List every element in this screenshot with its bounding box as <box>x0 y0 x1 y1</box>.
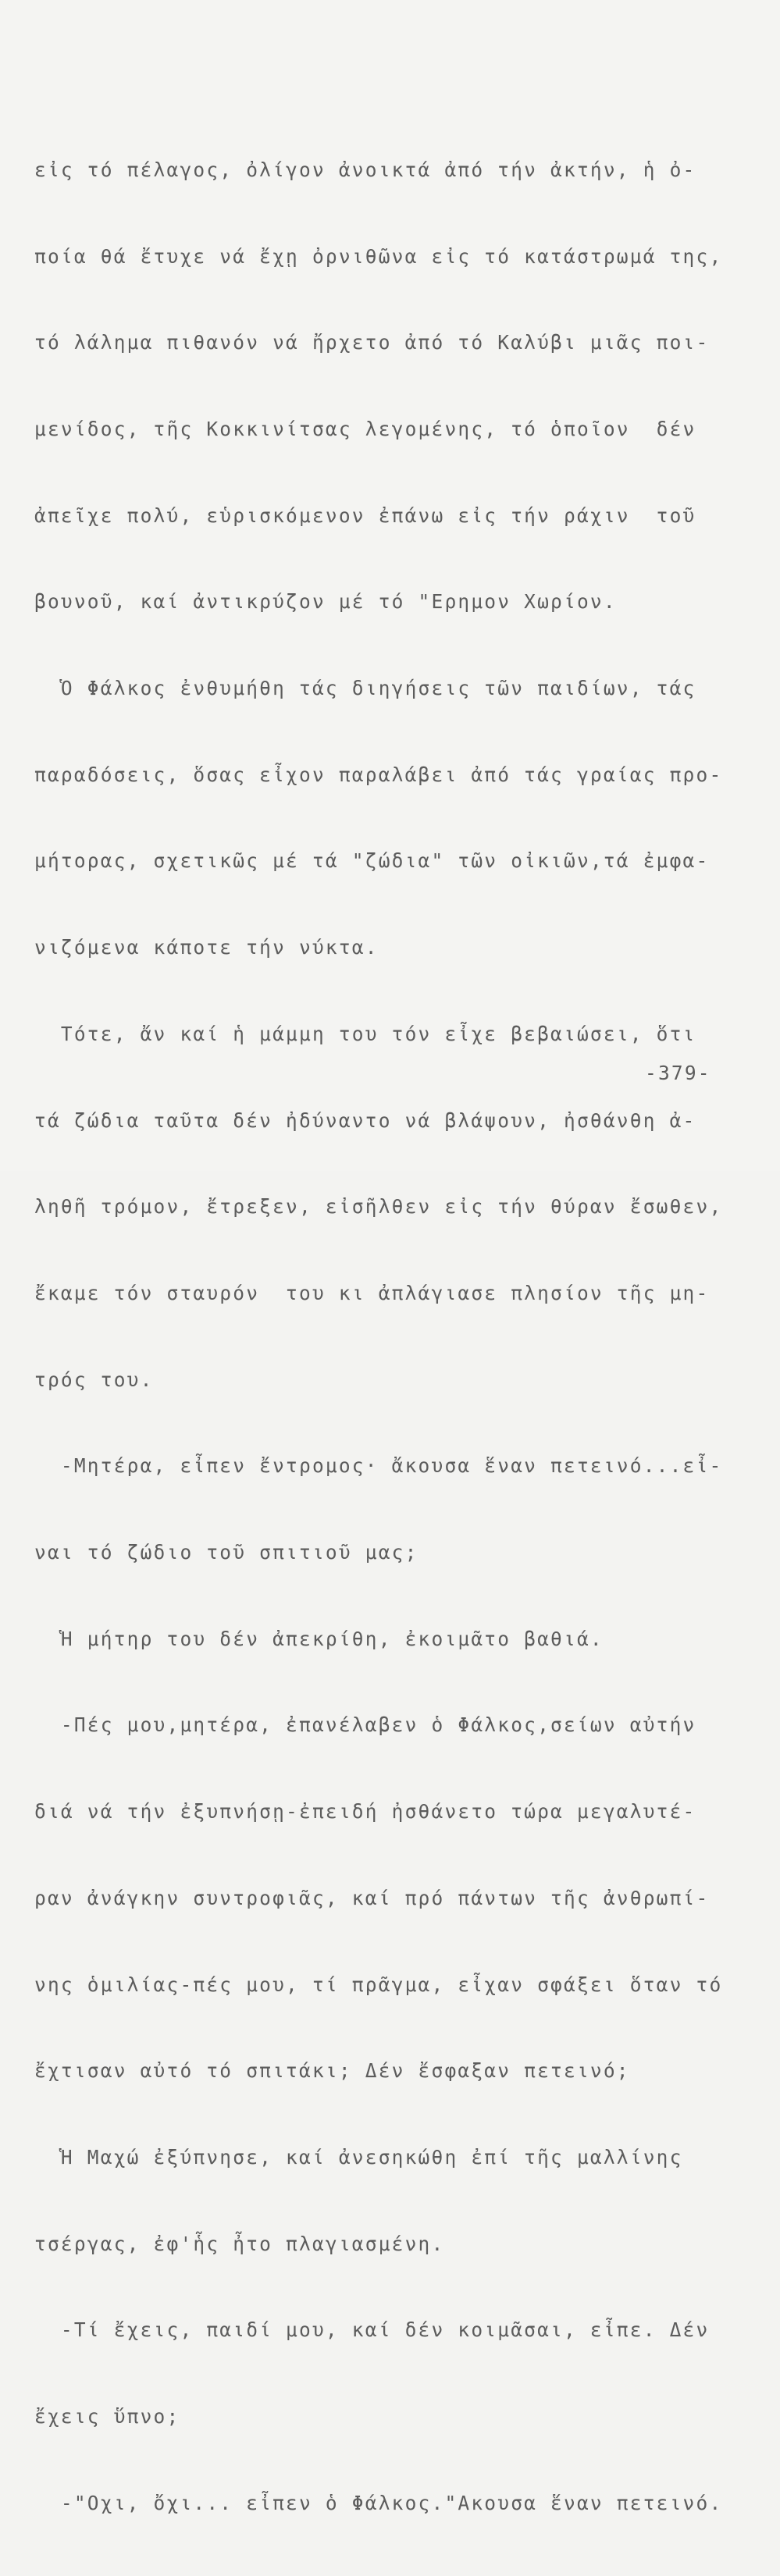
text-line: τό λάλημα πιθανόν νά ἤρχετο ἀπό τό Καλύβι μιᾶς ποι- <box>34 331 710 354</box>
text-line: εἰς τό πέλαγος, ὀλίγον ἀνοικτά ἀπό τήν ἀκτήν, ἡ ὀ- <box>34 158 696 181</box>
text-line: ἔχεις ὕπνο; <box>34 2405 180 2428</box>
text-line: παραδόσεις, ὅσας εἶχον παραλάβει ἀπό τάς γραίας προ- <box>34 763 723 786</box>
text-line: νιζόμενα κάποτε τήν νύκτα. <box>34 936 379 959</box>
text-line: -Τί ἔχεις, παιδί μου, καί δέν κοιμᾶσαι, εἶπε. Δέν <box>34 2318 710 2342</box>
text-line: ἔκαμε τόν σταυρόν του κι ἀπλάγιασε πλησίον τῆς μη- <box>34 1281 710 1304</box>
text-line: τρός του. <box>34 1368 154 1391</box>
text-line: ποία θά ἔτυχε νά ἔχῃ ὀρνιθῶνα εἰς τό κατάστρωμά της, <box>34 244 723 268</box>
text-line: μενίδος, τῆς Κοκκινίτσας λεγομένης, τό ὁποῖον δέν <box>34 417 696 440</box>
text-line: -Πές μου,μητέρα, ἐπανέλαβεν ὁ Φάλκος,σείων αὐτήν <box>34 1713 696 1737</box>
text-line: Ἡ Μαχώ ἐξύπνησε, καί ἀνεσηκώθη ἐπί τῆς μαλλίνης <box>34 2145 683 2169</box>
text-line: Ἡ μήτηρ του δέν ἀπεκρίθη, ἐκοιμᾶτο βαθιά. <box>34 1627 604 1650</box>
text-line: τά ζώδια ταῦτα δέν ἠδύναντο νά βλάψουν, ἠσθάνθη ἀ- <box>34 1108 696 1132</box>
page-body-text <box>34 98 737 2576</box>
page-number: -379- <box>645 1062 711 1084</box>
text-line: διά νά τήν ἐξυπνήσῃ-ἐπειδή ἠσθάνετο τώρα μεγαλυτέ- <box>34 1800 696 1823</box>
text-line: ληθῆ τρόμον, ἔτρεξεν, εἰσῆλθεν εἰς τήν θύραν ἔσωθεν, <box>34 1195 723 1219</box>
text-line: Τότε, ἄν καί ἡ μάμμη του τόν εἶχε βεβαιώσει, ὅτι <box>34 1022 696 1045</box>
text-line: ραν ἀνάγκην συντροφιᾶς, καί πρό πάντων τῆς ἀνθρωπί- <box>34 1886 710 1909</box>
text-line: νης ὁμιλίας-πές μου, τί πρᾶγμα, εἶχαν σφάξει ὅταν τό <box>34 1973 723 1996</box>
text-line: ἔχτισαν αὐτό τό σπιτάκι; Δέν ἔσφαξαν πετεινό; <box>34 2059 630 2083</box>
text-line: ἀπεῖχε πολύ, εὑρισκόμενον ἐπάνω εἰς τήν ράχιν τοῦ <box>34 503 696 527</box>
text-line: -"Οχι, ὄχι... εἶπεν ὁ Φάλκος."Ακουσα ἕναν πετεινό. <box>34 2491 723 2514</box>
text-line: βουνοῦ, καί ἀντικρύζον μέ τό "Ερημον Χωρίον. <box>34 590 617 614</box>
text-line: Ὁ Φάλκος ἐνθυμήθη τάς διηγήσεις τῶν παιδίων, τάς <box>34 677 696 700</box>
text-line: μήτορας, σχετικῶς μέ τά "ζώδια" τῶν οἰκιῶν,τά ἐμφα- <box>34 849 710 873</box>
text-line: τσέργας, ἐφ'ἧς ἦτο πλαγιασμένη. <box>34 2232 445 2255</box>
text-line: -Μητέρα, εἶπεν ἔντρομος· ἄκουσα ἕναν πετεινό...εἶ- <box>34 1454 723 1478</box>
text-line: ναι τό ζώδιο τοῦ σπιτιοῦ μας; <box>34 1541 418 1564</box>
